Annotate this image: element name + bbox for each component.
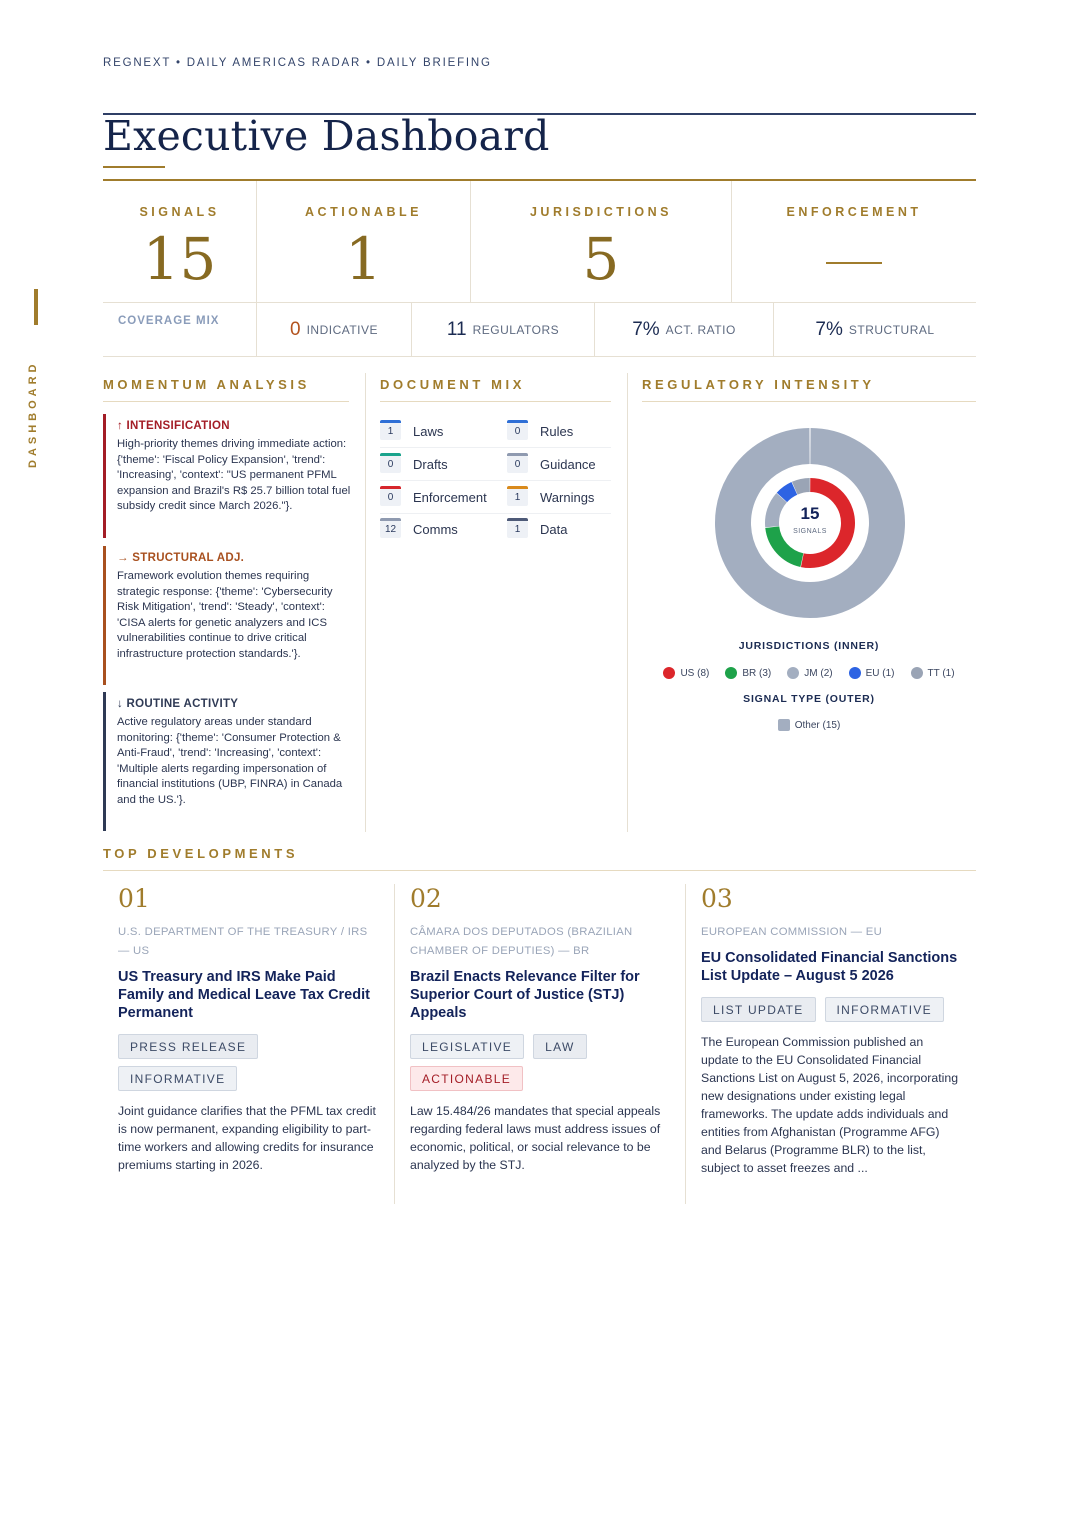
legend-label: TT (1) bbox=[927, 667, 955, 679]
page-title: Executive Dashboard bbox=[103, 112, 550, 160]
doc-comms bbox=[380, 513, 458, 546]
card-number: 02 bbox=[410, 884, 442, 913]
card-summary: Law 15.484/26 mandates that special appeals regarding federal laws must address issues of economic, political, or social relevance to be analyzed by the STJ. bbox=[410, 1104, 661, 1172]
legend-label: Other (15) bbox=[794, 719, 841, 731]
legend-swatch bbox=[663, 667, 675, 679]
card-tags bbox=[410, 1034, 669, 1091]
coverage-label: ACT. RATIO bbox=[665, 322, 736, 337]
doc-label: Comms bbox=[413, 522, 458, 537]
momentum-title: ↑ INTENSIFICATION bbox=[117, 420, 230, 432]
kpi-value: 1 bbox=[345, 225, 382, 293]
momentum-text: High-priority themes driving immediate action: {'theme': 'Fiscal Policy Expansion', 'trend': 'Increasing', 'context': "US permanent PFML expansion and Brazil's R$ 25.7 billion total fuel subsidy credit since March 2026."}. bbox=[117, 438, 351, 512]
doc-enforcement bbox=[380, 481, 487, 514]
card-divider bbox=[394, 884, 395, 1204]
outer-legend bbox=[642, 719, 976, 731]
legend-item-us bbox=[663, 667, 709, 679]
legend-label: US (8) bbox=[680, 667, 710, 679]
doc-label: Enforcement bbox=[413, 490, 487, 505]
doc-count-badge: 0 bbox=[507, 456, 528, 473]
doc-laws bbox=[380, 415, 443, 448]
card-number: 01 bbox=[118, 884, 150, 913]
development-card-3[interactable] bbox=[701, 884, 960, 1177]
momentum-title: ↓ ROUTINE ACTIVITY bbox=[117, 698, 239, 710]
tag-list-update: LIST UPDATE bbox=[701, 997, 816, 1022]
doc-count-badge: 1 bbox=[507, 489, 528, 506]
card-source: CÂMARA DOS DEPUTADOS (BRAZILIAN CHAMBER OF DEPUTIES) — BR bbox=[410, 926, 633, 957]
kpi-label: JURISDICTIONS bbox=[529, 205, 673, 219]
coverage-indicative bbox=[257, 303, 412, 356]
legend-item-eu bbox=[849, 667, 895, 679]
doc-rules bbox=[507, 415, 573, 448]
momentum-bar bbox=[103, 692, 106, 831]
card-number: 03 bbox=[701, 884, 733, 913]
legend-item-other bbox=[778, 719, 841, 731]
donut-center-label: SIGNALS bbox=[793, 528, 827, 535]
kpi-label: SIGNALS bbox=[139, 205, 220, 219]
legend-item-tt bbox=[911, 667, 955, 679]
kpi-value: 15 bbox=[142, 225, 217, 293]
momentum-routine bbox=[103, 692, 353, 831]
coverage-regulators bbox=[412, 303, 595, 356]
report-kicker: REGNEXT • DAILY AMERICAS RADAR • DAILY BRIEFING bbox=[103, 57, 492, 69]
doc-drafts bbox=[380, 448, 448, 481]
kpi-label: ACTIONABLE bbox=[305, 205, 422, 219]
legend-label: JM (2) bbox=[804, 667, 833, 679]
kpi-label: ENFORCEMENT bbox=[786, 205, 922, 219]
kpi-row bbox=[103, 181, 976, 302]
momentum-structural bbox=[103, 546, 353, 685]
legend-label: BR (3) bbox=[742, 667, 772, 679]
document-mix-row bbox=[380, 513, 611, 546]
momentum-text: Framework evolution themes requiring strategic response: {'theme': 'Cybersecurity Risk Mitigation', 'trend': 'Steady', 'context': 'CISA alerts for genetic analyzers and ICS vulnerabilities continue to drive critical infrastructure protection standards.'}. bbox=[117, 570, 333, 660]
card-tags bbox=[701, 997, 960, 1022]
momentum-bar bbox=[103, 414, 106, 538]
doc-guidance bbox=[507, 448, 596, 481]
card-source: U.S. DEPARTMENT OF THE TREASURY / IRS — US bbox=[118, 926, 368, 957]
kpi-actionable bbox=[257, 181, 471, 302]
card-divider bbox=[685, 884, 686, 1204]
momentum-text: Active regulatory areas under standard monitoring: {'theme': 'Consumer Protection & Anti-Fraud', 'trend': 'Increasing', 'context': 'Multiple alerts regarding impersonation of financial institutions (UBP, FINRA) in Canada and the US.'}. bbox=[117, 716, 343, 806]
doc-data bbox=[507, 513, 567, 546]
card-tags bbox=[118, 1034, 377, 1091]
legend-swatch bbox=[849, 667, 861, 679]
intensity-heading: REGULATORY INTENSITY bbox=[642, 377, 875, 392]
momentum-rule bbox=[103, 401, 349, 402]
kpi-signals bbox=[103, 181, 257, 302]
document-mix-rule bbox=[380, 401, 611, 402]
tag-actionable: ACTIONABLE bbox=[410, 1066, 523, 1091]
outer-legend-title: SIGNAL TYPE (OUTER) bbox=[743, 693, 875, 705]
donut-center-value: 15 bbox=[800, 504, 820, 523]
top-developments-rule bbox=[103, 870, 976, 871]
inner-slice-tt bbox=[795, 485, 810, 488]
tag-press-release: PRESS RELEASE bbox=[118, 1034, 258, 1059]
legend-item-br bbox=[725, 667, 771, 679]
tag-informative: INFORMATIVE bbox=[118, 1066, 237, 1091]
card-title[interactable]: EU Consolidated Financial Sanctions List Update – August 5 2026 bbox=[701, 950, 958, 984]
coverage-act-ratio bbox=[595, 303, 774, 356]
development-card-2[interactable] bbox=[410, 884, 669, 1174]
kpi-empty-dash bbox=[826, 262, 882, 264]
doc-count-badge: 0 bbox=[380, 489, 401, 506]
doc-label: Drafts bbox=[413, 457, 448, 472]
card-summary: The European Commission published an update to the EU Consolidated Financial Sanctions List on August 5, 2026, incorporating new designations under existing legal frameworks. The update adds individuals and entities from Afghanistan (Programme AFG) and Belarus (Programme BLR) to the list, subject to asset freezes and ... bbox=[701, 1035, 959, 1175]
development-card-1[interactable] bbox=[118, 884, 377, 1174]
intensity-donut-chart bbox=[712, 425, 908, 621]
inner-slice-eu bbox=[782, 488, 794, 497]
legend-item-jm bbox=[787, 667, 832, 679]
momentum-heading: MOMENTUM ANALYSIS bbox=[103, 377, 310, 392]
doc-count-badge: 1 bbox=[507, 521, 528, 538]
document-mix-heading: DOCUMENT MIX bbox=[380, 377, 526, 392]
tag-informative: INFORMATIVE bbox=[825, 997, 944, 1022]
momentum-bar bbox=[103, 546, 106, 685]
doc-count-badge: 1 bbox=[380, 423, 401, 440]
doc-label: Guidance bbox=[540, 457, 596, 472]
card-title[interactable]: Brazil Enacts Relevance Filter for Superior Court of Justice (STJ) Appeals bbox=[410, 969, 640, 1021]
document-mix-row bbox=[380, 415, 611, 448]
tag-legislative: LEGISLATIVE bbox=[410, 1034, 524, 1059]
legend-label: EU (1) bbox=[865, 667, 895, 679]
doc-warnings bbox=[507, 481, 594, 514]
coverage-value: 11 bbox=[446, 318, 467, 340]
doc-label: Warnings bbox=[540, 490, 595, 505]
inner-legend-title: JURISDICTIONS (INNER) bbox=[738, 640, 880, 652]
inner-legend bbox=[642, 667, 976, 679]
legend-swatch bbox=[725, 667, 737, 679]
coverage-label: INDICATIVE bbox=[306, 322, 379, 337]
tag-law: LAW bbox=[533, 1034, 586, 1059]
coverage-label: REGULATORS bbox=[472, 322, 560, 337]
doc-count-badge: 0 bbox=[380, 456, 401, 473]
side-accent-bar bbox=[34, 289, 38, 325]
column-divider bbox=[365, 373, 366, 832]
coverage-structural bbox=[774, 303, 976, 356]
legend-swatch bbox=[787, 667, 799, 679]
card-title[interactable]: US Treasury and IRS Make Paid Family and Medical Leave Tax Credit Permanent bbox=[118, 969, 370, 1021]
doc-count-badge: 0 bbox=[507, 423, 528, 440]
doc-label: Rules bbox=[540, 424, 574, 439]
intensity-rule bbox=[642, 401, 976, 402]
document-mix-row bbox=[380, 448, 611, 481]
coverage-mix-label: COVERAGE MIX bbox=[103, 303, 257, 356]
document-mix-row bbox=[380, 481, 611, 514]
title-accent-rule bbox=[103, 166, 165, 168]
top-developments-heading: TOP DEVELOPMENTS bbox=[103, 846, 299, 861]
coverage-value: 7% bbox=[632, 318, 660, 340]
momentum-intensification bbox=[103, 414, 353, 538]
kpi-value: 5 bbox=[582, 225, 620, 293]
doc-count-badge: 12 bbox=[380, 521, 401, 538]
kpi-enforcement bbox=[732, 181, 976, 302]
coverage-label: STRUCTURAL bbox=[848, 322, 935, 337]
column-divider bbox=[627, 373, 628, 832]
card-summary: Joint guidance clarifies that the PFML tax credit is now permanent, expanding eligibility to part-time workers and allowing credits for insurance premiums starting in 2026. bbox=[118, 1104, 376, 1172]
doc-label: Laws bbox=[413, 424, 444, 439]
coverage-value: 7% bbox=[815, 318, 843, 340]
momentum-title: → STRUCTURAL ADJ. bbox=[117, 552, 245, 564]
section-side-label: DASHBOARD bbox=[27, 360, 39, 468]
legend-swatch bbox=[911, 667, 923, 679]
legend-swatch bbox=[778, 719, 790, 731]
inner-slice-jm bbox=[772, 498, 782, 527]
card-source: EUROPEAN COMMISSION — EU bbox=[701, 926, 883, 938]
doc-label: Data bbox=[540, 522, 568, 537]
kpi-jurisdictions bbox=[471, 181, 732, 302]
coverage-value: 0 bbox=[289, 318, 301, 340]
coverage-mix-row bbox=[103, 302, 976, 357]
